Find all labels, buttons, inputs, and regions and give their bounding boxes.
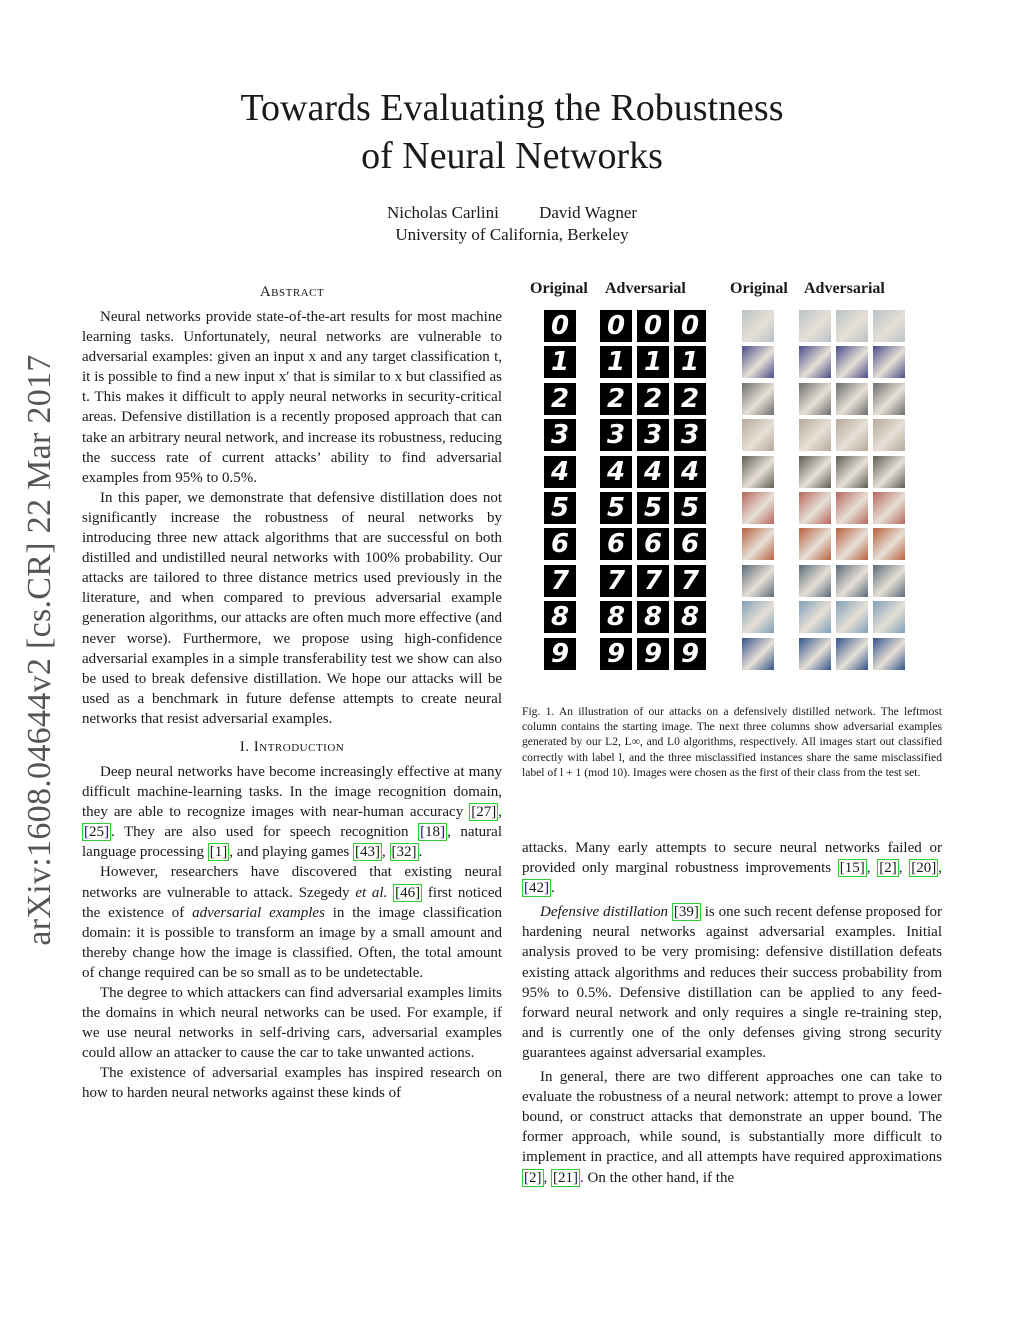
intro-paragraph-3: The degree to which attackers can find adversarial examples limits the domains in which neural networks can be used. For example, if we use neural networks in self-driving cars, adversarial examples could allow an attacker to cause the car to take unwanted actions. xyxy=(82,985,502,1062)
cifar-original-image xyxy=(742,492,774,524)
right-paragraph-1 xyxy=(522,838,942,898)
cifar-adversarial-image xyxy=(873,528,905,560)
cifar-original-header: Original xyxy=(730,280,788,297)
mnist-adversarial-image: 4 xyxy=(674,456,706,488)
mnist-adversarial-image: 2 xyxy=(674,383,706,415)
text-run: In general, there are two different approaches one can take to evaluate the robustness of a neural network: attempt to prove a lower bound, or construct attacks that demonstrate an upper bound. The former approach, while sound, is substantially more difficult to implement in practice, and all attempts have required approximations xyxy=(522,1069,942,1166)
cifar-original-image xyxy=(742,638,774,670)
cifar-adversarial-image xyxy=(836,565,868,597)
cifar-adversarial-image xyxy=(836,419,868,451)
intro-paragraph-1 xyxy=(82,762,502,862)
emphasis: adversarial examples xyxy=(192,904,325,921)
mnist-adversarial-image: 6 xyxy=(600,528,632,560)
citation-link[interactable]: [2] xyxy=(879,860,897,877)
cifar-adversarial-image xyxy=(873,565,905,597)
text-run: , xyxy=(498,804,502,821)
cifar-adversarial-image xyxy=(799,419,831,451)
cifar-adversarial-image xyxy=(873,310,905,342)
mnist-original-image: 0 xyxy=(544,310,576,342)
citation-link[interactable]: [43] xyxy=(355,844,381,861)
cifar-adversarial-image xyxy=(873,601,905,633)
cifar-adversarial-image xyxy=(836,310,868,342)
mnist-original-image: 5 xyxy=(544,492,576,524)
mnist-original-image: 3 xyxy=(544,419,576,451)
mnist-original-image: 4 xyxy=(544,456,576,488)
cifar-adversarial-image xyxy=(873,638,905,670)
mnist-original-image: 2 xyxy=(544,383,576,415)
cifar-adversarial-image xyxy=(799,565,831,597)
cifar-original-image xyxy=(742,528,774,560)
citation-link[interactable]: [1] xyxy=(209,844,228,861)
cifar-adversarial-image xyxy=(799,310,831,342)
affiliation: University of California, Berkeley xyxy=(395,225,629,244)
emphasis: Defensive distillation xyxy=(540,904,669,921)
citation-link[interactable]: [32] xyxy=(391,844,417,861)
abstract-paragraph-1: Neural networks provide state-of-the-art results for most machine learning tasks. Unfortunately, neural networks are vulnerable to adversarial examples: given an input x and any target classification t, it is possible to find a new input x′ that is similar to x but classified as t. This makes it difficult to apply neural networks in security-critical areas. Defensive distillation is a recently proposed approach that can take an arbitrary neural network, and increase its robustness, reducing the success rate of current attacks’ ability to find adversarial examples from 95% to 0.5%. xyxy=(82,309,502,486)
cifar-adversarial-header: Adversarial xyxy=(804,280,885,297)
right-column xyxy=(522,838,942,1188)
citation-link[interactable]: [18] xyxy=(420,824,446,841)
right-paragraph-2 xyxy=(522,902,942,1063)
cifar-adversarial-image xyxy=(836,346,868,378)
abstract-paragraph-2: In this paper, we demonstrate that defensive distillation does not significantly increase the robustness of neural networks by introducing three new attack algorithms that are successful on both distilled and undistilled neural networks with 100% probability. Our attacks are tailored to three distance metrics used previously in the literature, and when compared to previous adversarial example generation algorithms, our attacks are often much more effective (and never worse). Furthermore, we propose using high-confidence adversarial examples in a simple transferability test we show can also be used to break defensive distillation. We hope our attacks will be used as a benchmark in future defense attempts to create neural networks that resist adversarial examples. xyxy=(82,489,502,727)
cifar-adversarial-image xyxy=(836,456,868,488)
cifar-adversarial-image xyxy=(799,492,831,524)
title-line-2: of Neural Networks xyxy=(361,135,663,177)
mnist-adversarial-image: 8 xyxy=(637,601,669,633)
text-run: , xyxy=(938,860,943,877)
mnist-original-image: 8 xyxy=(544,601,576,633)
cifar-adversarial-image xyxy=(836,638,868,670)
mnist-adversarial-image: 8 xyxy=(600,601,632,633)
abstract-heading: Abstract xyxy=(259,284,325,300)
cifar-adversarial-image xyxy=(873,492,905,524)
citation-link[interactable]: [25] xyxy=(84,824,109,841)
mnist-adversarial-image: 1 xyxy=(600,346,632,378)
author-block xyxy=(0,202,1024,246)
mnist-adversarial-image: 7 xyxy=(637,565,669,597)
text-run: . xyxy=(418,844,423,861)
mnist-adversarial-image: 2 xyxy=(637,383,669,415)
cifar-adversarial-image xyxy=(873,419,905,451)
mnist-adversarial-image: 3 xyxy=(674,419,706,451)
mnist-adversarial-image: 6 xyxy=(637,528,669,560)
cifar-original-image xyxy=(742,346,774,378)
author-names xyxy=(0,202,1024,224)
cifar-original-image xyxy=(742,565,774,597)
mnist-adversarial-image: 1 xyxy=(674,346,706,378)
mnist-adversarial-image: 0 xyxy=(600,310,632,342)
cifar-adversarial-image xyxy=(799,346,831,378)
mnist-adversarial-image: 9 xyxy=(674,638,706,670)
mnist-adversarial-image: 1 xyxy=(637,346,669,378)
citation-link[interactable]: [2] xyxy=(524,1169,542,1186)
left-column xyxy=(82,284,502,1104)
text-run: attacks. Many early attempts to secure neural networks failed or provided only marginal robustness improvements xyxy=(522,840,942,877)
right-paragraph-3 xyxy=(522,1067,942,1188)
mnist-adversarial-image: 3 xyxy=(637,419,669,451)
cifar-adversarial-image xyxy=(799,528,831,560)
text-run: is one such recent defense proposed for hardening neural networks against adversarial examples. Initial analysis proved to be very promising: defensive distillation defeats existing attack algorithms and reduces their success probability from 95% to 0.5%. Defensive distillation can be applied to any feed-forward neural network and only requires a single re-training step, and is currently one of the only defenses giving strong security guarantees against adversarial examples. xyxy=(522,904,942,1061)
introduction-heading: I. Introduction xyxy=(239,738,345,755)
cifar-adversarial-image xyxy=(836,383,868,415)
mnist-original-image: 9 xyxy=(544,638,576,670)
cifar-original-image xyxy=(742,419,774,451)
text-run: , xyxy=(898,860,910,877)
cifar-adversarial-image xyxy=(873,383,905,415)
mnist-adversarial-image: 0 xyxy=(637,310,669,342)
text-run: , and playing games xyxy=(229,844,354,861)
cifar-adversarial-image xyxy=(836,492,868,524)
citation-link[interactable]: [27] xyxy=(471,804,497,821)
cifar-adversarial-image xyxy=(799,638,831,670)
citation-link[interactable]: [42] xyxy=(524,880,549,897)
text-run: . On the other hand, if the xyxy=(580,1169,735,1186)
author-1: Nicholas Carlini xyxy=(386,203,499,222)
citation-link[interactable]: [46] xyxy=(395,884,421,901)
paper-title xyxy=(0,84,1024,180)
cifar-original-image xyxy=(742,601,774,633)
mnist-adversarial-image: 9 xyxy=(637,638,669,670)
mnist-adversarial-image: 7 xyxy=(600,565,632,597)
text-run: . They are also used for speech recognition xyxy=(111,824,419,841)
mnist-adversarial-image: 5 xyxy=(600,492,632,524)
mnist-adversarial-image: 2 xyxy=(600,383,632,415)
text-run: However, researchers have discovered that existing neural networks are vulnerable to attack. Szegedy xyxy=(82,864,502,901)
author-2: David Wagner xyxy=(539,203,638,222)
mnist-adversarial-image: 5 xyxy=(637,492,669,524)
citation-link[interactable]: [20] xyxy=(911,860,937,877)
text-run: Deep neural networks have become increasingly effective at many difficult machine-learning tasks. In the image recognition domain, they are able to recognize images with near-human accuracy xyxy=(82,763,502,821)
cifar-original-image xyxy=(742,383,774,415)
mnist-original-image: 6 xyxy=(544,528,576,560)
cifar-adversarial-image xyxy=(836,528,868,560)
et-al: et al. xyxy=(355,884,388,901)
mnist-adversarial-image: 3 xyxy=(600,419,632,451)
intro-paragraph-2 xyxy=(82,862,502,983)
figure-1 xyxy=(522,280,942,700)
mnist-adversarial-image: 9 xyxy=(600,638,632,670)
cifar-original-image xyxy=(742,456,774,488)
cifar-adversarial-image xyxy=(836,601,868,633)
cifar-original-image xyxy=(742,310,774,342)
mnist-adversarial-image: 8 xyxy=(674,601,706,633)
mnist-original-image: 1 xyxy=(544,346,576,378)
cifar-adversarial-image xyxy=(873,346,905,378)
mnist-adversarial-image: 4 xyxy=(637,456,669,488)
mnist-adversarial-image: 5 xyxy=(674,492,706,524)
mnist-adversarial-image: 7 xyxy=(674,565,706,597)
mnist-adversarial-image: 0 xyxy=(674,310,706,342)
cifar-adversarial-image xyxy=(799,456,831,488)
text-run: in the image classification domain: it is possible to transform an image by a small amount and thereby change how the image is classified. Often, the total amount of change required can be so small as to be undetectable. xyxy=(82,904,503,981)
cifar-adversarial-image xyxy=(873,456,905,488)
mnist-original-image: 7 xyxy=(544,565,576,597)
mnist-adversarial-image: 4 xyxy=(600,456,632,488)
text-run: , natural language processing xyxy=(82,824,502,861)
mnist-original-header: Original xyxy=(530,280,588,297)
mnist-adversarial-image: 6 xyxy=(674,528,706,560)
figure-caption: Fig. 1. An illustration of our attacks on a defensively distilled network. The leftmost column contains the starting image. The next three columns show adversarial examples generated by our L2, L∞, and L0 algorithms, respectively. All images start out classified correctly with label l, and the three misclassified instances share the same misclassified label of l + 1 (mod 10). Images were chosen as the first of their class from the test set. xyxy=(522,705,942,779)
cifar-adversarial-image xyxy=(799,383,831,415)
text-run: . xyxy=(551,880,555,897)
citation-link[interactable]: [15] xyxy=(839,860,865,877)
citation-link[interactable]: [21] xyxy=(553,1169,578,1186)
arxiv-sidebar xyxy=(20,350,60,950)
text-run: first noticed the existence of xyxy=(82,884,502,921)
title-line-1: Towards Evaluating the Robustness xyxy=(240,87,784,129)
citation-link[interactable]: [39] xyxy=(673,904,699,921)
cifar-adversarial-image xyxy=(799,601,831,633)
intro-paragraph-4: The existence of adversarial examples has inspired research on how to harden neural networks against these kinds of xyxy=(82,1065,502,1102)
text-run: , xyxy=(543,1169,551,1186)
text-run: , xyxy=(866,860,878,877)
text-run: , xyxy=(382,844,390,861)
mnist-adversarial-header: Adversarial xyxy=(605,280,686,297)
arxiv-identifier: arXiv:1608.04644v2 [cs.CR] 22 Mar 2017 xyxy=(21,354,58,946)
